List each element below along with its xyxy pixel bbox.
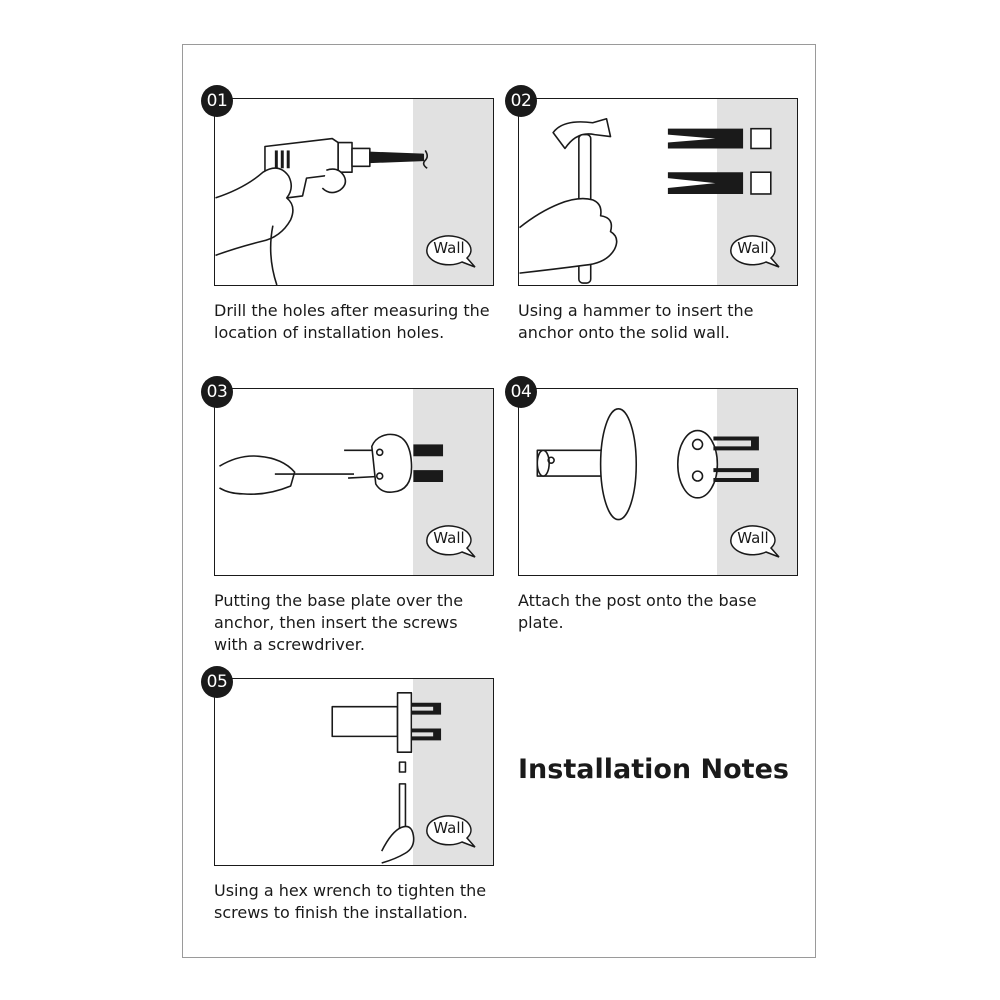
step-3-number-badge: 03 bbox=[201, 376, 233, 408]
step-1-number-badge: 01 bbox=[201, 85, 233, 117]
step-1-wall-bubble bbox=[424, 232, 480, 270]
step-5-wall-bubble bbox=[424, 812, 480, 850]
step-3-wall-label: Wall bbox=[433, 529, 465, 547]
step-5-number-badge: 05 bbox=[201, 666, 233, 698]
step-5-wall-label: Wall bbox=[433, 819, 465, 837]
step-2-caption: Using a hammer to insert the anchor onto the solid wall. bbox=[518, 301, 754, 342]
page-title: Installation Notes bbox=[518, 754, 789, 785]
step-4-caption: Attach the post onto the base plate. bbox=[518, 591, 757, 632]
step-3-wall-bubble bbox=[424, 522, 480, 560]
step-3-caption: Putting the base plate over the anchor, then insert the screws with a screwdriver. bbox=[214, 591, 464, 654]
step-2-wall-bubble bbox=[728, 232, 784, 270]
step-1-caption: Drill the holes after measuring the location of installation holes. bbox=[214, 301, 490, 342]
step-4-number-badge: 04 bbox=[505, 376, 537, 408]
step-4-wall-bubble bbox=[728, 522, 784, 560]
step-5-caption: Using a hex wrench to tighten the screws to finish the installation. bbox=[214, 881, 487, 922]
step-4-wall-label: Wall bbox=[737, 529, 769, 547]
step-1-wall-label: Wall bbox=[433, 239, 465, 257]
step-2-wall-label: Wall bbox=[737, 239, 769, 257]
step-2-number-badge: 02 bbox=[505, 85, 537, 117]
